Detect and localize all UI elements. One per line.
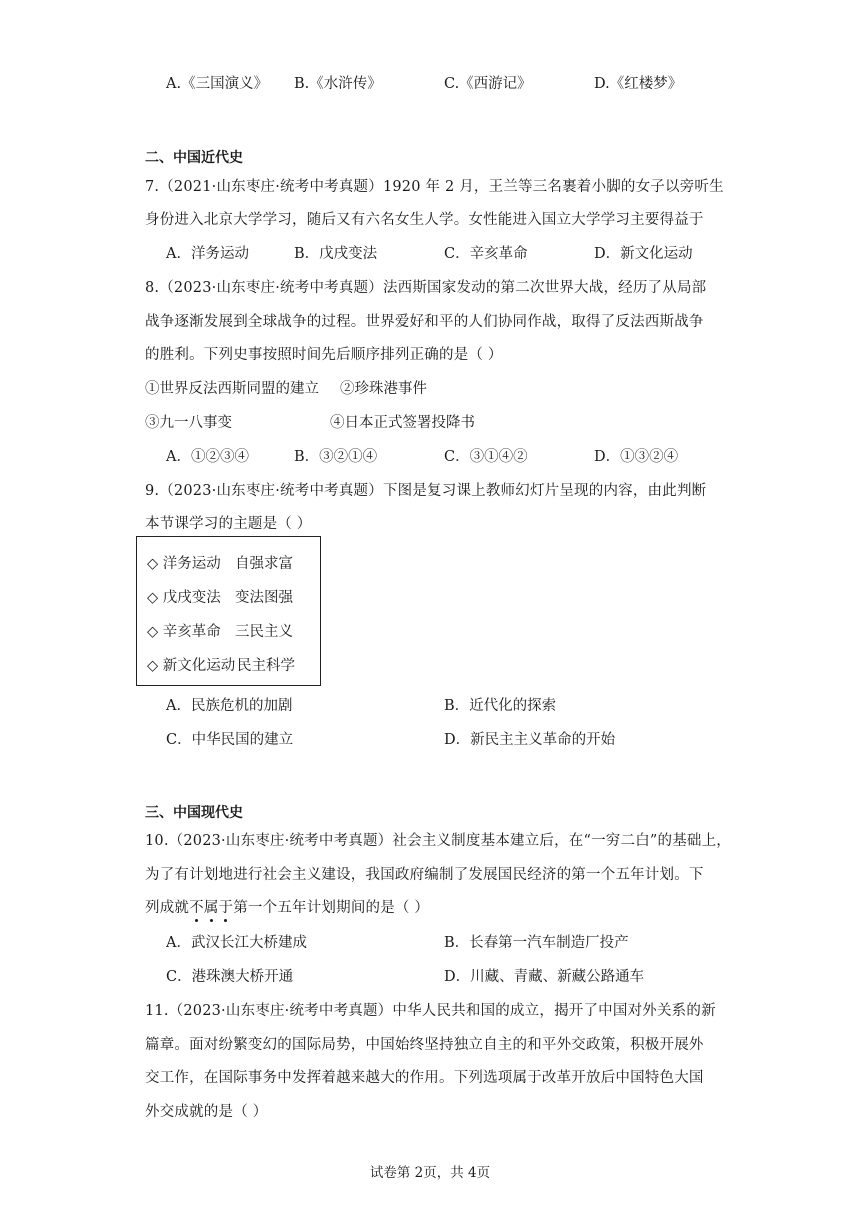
slide-row-topic: ◇ 辛亥革命 bbox=[147, 624, 221, 640]
slide-row-theme: 自强求富 bbox=[235, 556, 293, 572]
q11-stem-line2: 篇章。面对纷繁变幻的国际局势，中国始终坚持独立自主的和平外交政策，积极开展外 bbox=[145, 1037, 704, 1053]
q9-option-c[interactable]: C．中华民国的建立 bbox=[166, 732, 294, 748]
slide-row bbox=[147, 654, 295, 675]
emphasis-char: 不 bbox=[189, 900, 204, 916]
q11-stem-line3: 交工作，在国际事务中发挥着越来越大的作用。下列选项属于改革开放后中国特色大国 bbox=[145, 1070, 704, 1086]
q6-option-b[interactable]: B.《水浒传》 bbox=[294, 76, 382, 92]
q11-stem-line4: 外交成就的是（ ） bbox=[145, 1104, 268, 1120]
q8-stem-line1: 8.（2023·山东枣庄·统考中考真题）法西斯国家发动的第二次世界大战，经历了从局部 bbox=[145, 280, 707, 296]
q10-option-b[interactable]: B．长春第一汽车制造厂投产 bbox=[444, 935, 629, 951]
q7-option-a[interactable]: A．洋务运动 bbox=[166, 246, 249, 262]
q9-option-a[interactable]: A．民族危机的加剧 bbox=[166, 698, 293, 714]
emphasis-char: 属 bbox=[204, 900, 219, 916]
q8-option-b[interactable]: B．③②①④ bbox=[294, 449, 378, 465]
q10-line3-prefix: 列成就 bbox=[145, 900, 190, 916]
section-heading-modern-history: 二、中国近代史 bbox=[145, 150, 243, 166]
slide-row-theme: 变法图强 bbox=[235, 590, 293, 606]
q8-stem-line2: 战争逐渐发展到全球战争的过程。世界爱好和平的人们协同作战，取得了反法西斯战争 bbox=[145, 314, 704, 330]
q7-option-c[interactable]: C．辛亥革命 bbox=[444, 246, 528, 262]
q10-stem-line3 bbox=[145, 896, 429, 917]
q6-option-d[interactable]: D.《红楼梦》 bbox=[594, 76, 683, 92]
q9-stem-line1: 9.（2023·山东枣庄·统考中考真题）下图是复习课上教师幻灯片呈现的内容，由此判断 bbox=[145, 483, 707, 499]
q10-line3-suffix: 第一个五年计划期间的是（ ） bbox=[233, 900, 430, 916]
slide-row-topic: ◇ 洋务运动 bbox=[147, 556, 221, 572]
slide-row-theme: 三民主义 bbox=[235, 624, 293, 640]
section-heading-contemporary-history: 三、中国现代史 bbox=[145, 805, 243, 821]
slide-row-topic: ◇ 戊戌变法 bbox=[147, 590, 221, 606]
q8-stem-line3: 的胜利。下列史事按照时间先后顺序排列正确的是（ ） bbox=[145, 347, 503, 363]
q8-option-d[interactable]: D．①③②④ bbox=[594, 449, 679, 465]
q10-option-d[interactable]: D．川藏、青藏、新藏公路通车 bbox=[444, 969, 645, 985]
slide-row-theme: 民主科学 bbox=[237, 658, 295, 674]
slide-content-box bbox=[136, 536, 321, 686]
q7-option-d[interactable]: D．新文化运动 bbox=[594, 246, 693, 262]
q8-option-a[interactable]: A．①②③④ bbox=[166, 449, 249, 465]
q8-option-c[interactable]: C．③①④② bbox=[444, 449, 528, 465]
slide-row-topic: ◇ 新文化运动 bbox=[147, 658, 236, 674]
slide-row bbox=[147, 552, 293, 573]
q8-event-1: ①世界反法西斯同盟的建立 bbox=[145, 381, 319, 397]
q8-event-2: ②珍珠港事件 bbox=[340, 381, 427, 397]
emphasis-char: 于 bbox=[219, 900, 234, 916]
q8-event-4: ④日本正式签署投降书 bbox=[330, 415, 475, 431]
slide-row bbox=[147, 586, 293, 607]
q9-option-b[interactable]: B．近代化的探索 bbox=[444, 698, 557, 714]
q10-option-c[interactable]: C．港珠澳大桥开通 bbox=[166, 969, 294, 985]
q6-option-c[interactable]: C.《西游记》 bbox=[444, 76, 532, 92]
q7-option-b[interactable]: B．戊戌变法 bbox=[294, 246, 378, 262]
q8-event-3: ③九一八事变 bbox=[145, 415, 232, 431]
q6-option-a[interactable]: A.《三国演义》 bbox=[166, 76, 269, 92]
q9-option-d[interactable]: D．新民主主义革命的开始 bbox=[444, 732, 616, 748]
q10-stem-line1: 10.（2023·山东枣庄·统考中考真题）社会主义制度基本建立后，在“一穷二白”的基础上， bbox=[145, 833, 732, 849]
page-footer: 试卷第 2页，共 4页 bbox=[369, 1165, 491, 1181]
q7-stem-line2: 身份进入北京大学学习，随后又有六名女生人学。女性能进入国立大学学习主要得益于 bbox=[145, 212, 704, 228]
q10-option-a[interactable]: A．武汉长江大桥建成 bbox=[166, 935, 307, 951]
q7-stem-line1: 7.（2021·山东枣庄·统考中考真题）1920 年 2 月，王兰等三名裹着小脚的女子以旁听生 bbox=[145, 179, 724, 195]
q11-stem-line1: 11.（2023·山东枣庄·统考中考真题）中华人民共和国的成立，揭开了中国对外关系的新 bbox=[145, 1003, 716, 1019]
slide-row bbox=[147, 620, 293, 641]
q10-stem-line2: 为了有计划地进行社会主义建设，我国政府编制了发展国民经济的第一个五年计划。下 bbox=[145, 867, 704, 883]
q9-stem-line2: 本节课学习的主题是（ ） bbox=[145, 516, 312, 532]
